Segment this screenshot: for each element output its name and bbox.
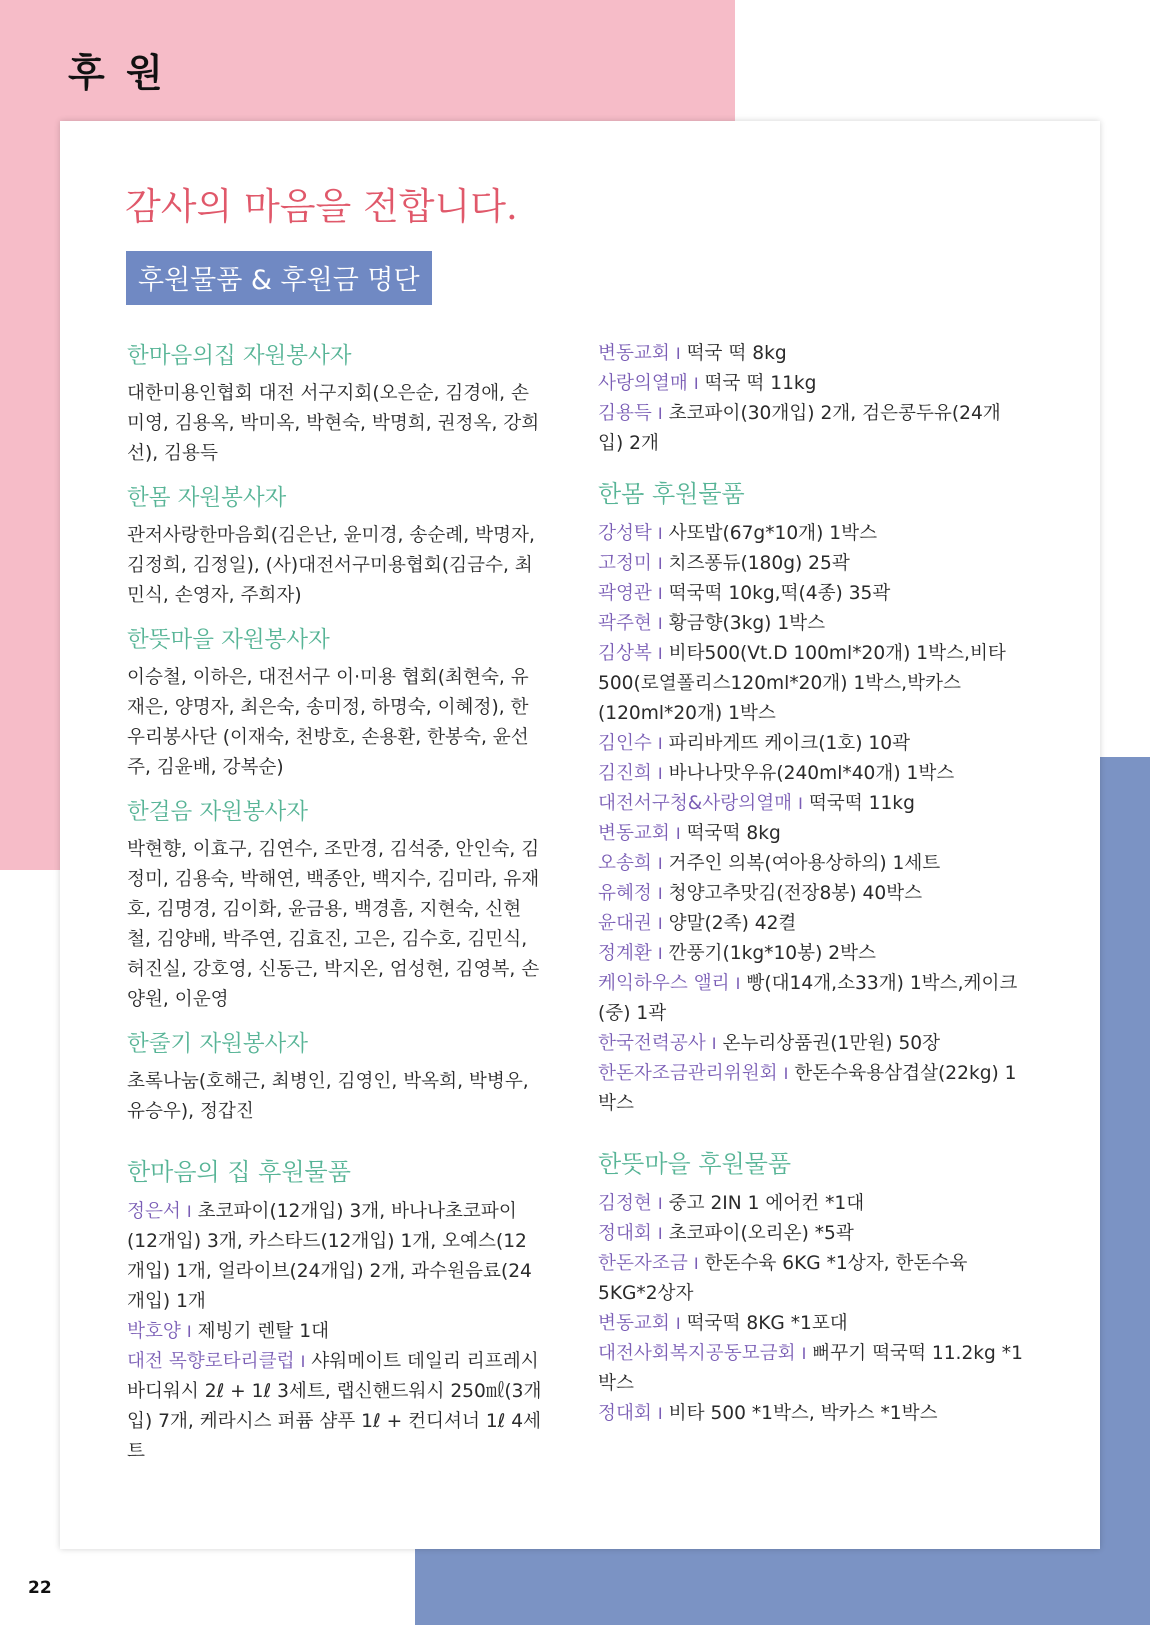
donation-item: 샤워메이트 데일리 리프레시 바디워시 2ℓ + 1ℓ 3세트, 랩신핸드워시 250㎖(3개입) 7개, 케라시스 퍼퓸 샴푸 1ℓ + 컨디셔너 1ℓ 4세트	[127, 1351, 542, 1462]
donor-entry	[598, 519, 1024, 549]
donation-item: 온누리상품권(1만원) 50장	[722, 1033, 941, 1054]
separator-mark: I	[657, 1224, 663, 1243]
donor-name: 대전사회복지공동모금회	[598, 1343, 796, 1364]
separator-mark: I	[186, 1322, 192, 1341]
donor-entry	[598, 1219, 1024, 1249]
separator-mark: I	[657, 644, 663, 663]
donor-entry	[598, 729, 1024, 759]
separator-mark: I	[657, 554, 663, 573]
separator-mark: I	[657, 854, 663, 873]
donor-entry	[598, 1029, 1024, 1059]
separator-mark: I	[798, 794, 803, 813]
volunteer-section	[127, 623, 542, 783]
donor-name: 정대회	[598, 1223, 652, 1244]
separator-mark: I	[801, 1344, 807, 1363]
donation-item: 비타500(Vt.D 100ml*20개) 1박스,비타500(로열폴리스120ml*20개) 1박스,박카스(120ml*20개) 1박스	[598, 643, 1006, 724]
section-heading: 한마음의집 자원봉사자	[127, 343, 352, 369]
donation-item: 떡국떡 11kg	[808, 793, 915, 814]
volunteer-list: 이승철, 이하은, 대전서구 이·미용 협회(최현숙, 유재은, 양명자, 최은숙, 송미정, 하명숙, 이혜정), 한우리봉사단 (이재숙, 천방호, 손용환, 한봉숙, 윤선주, 김윤배, 강복순)	[127, 667, 529, 778]
donor-name: 변동교회	[598, 823, 670, 844]
donation-item: 제빙기 렌탈 1대	[197, 1321, 330, 1342]
section-heading: 한줄기 자원봉사자	[127, 1031, 309, 1057]
left-column	[127, 339, 542, 1479]
volunteer-list: 초록나눔(호해근, 최병인, 김영인, 박옥희, 박병우, 유승우), 정갑진	[127, 1071, 529, 1122]
donor-entry	[598, 1309, 1024, 1339]
donation-item: 떡국떡 8kg	[686, 823, 781, 844]
donation-item: 떡국 떡 11kg	[704, 373, 817, 394]
donor-name: 고정미	[598, 553, 652, 574]
donor-entry	[598, 909, 1024, 939]
donor-entry	[598, 969, 1024, 1029]
donor-name: 박호양	[127, 1321, 181, 1342]
donation-item: 한돈수육 6KG *1상자, 한돈수육 5KG*2상자	[598, 1253, 968, 1304]
donor-name: 유혜정	[598, 883, 652, 904]
separator-mark: I	[300, 1352, 306, 1371]
volunteer-list: 관저사랑한마음회(김은난, 윤미경, 송순례, 박명자, 김정희, 김정일), (사)대전서구미용협회(김금수, 최민식, 손영자, 주희자)	[127, 525, 535, 606]
separator-mark: I	[693, 1254, 699, 1273]
separator-mark: I	[693, 374, 699, 393]
donor-name: 강성탁	[598, 523, 652, 544]
donor-entry	[127, 1317, 542, 1347]
donor-entry	[598, 849, 1024, 879]
donor-entry	[598, 609, 1024, 639]
donation-item: 거주인 의복(여아용상하의) 1세트	[668, 853, 941, 874]
section-heading: 한걸음 자원봉사자	[127, 799, 309, 825]
donation-item: 초코파이(오리온) *5곽	[668, 1223, 854, 1244]
separator-mark: I	[675, 344, 681, 363]
donor-entry	[127, 1347, 542, 1467]
separator-mark: I	[657, 1404, 663, 1423]
volunteer-list: 대한미용인협회 대전 서구지회(오은순, 김경애, 손미영, 김용옥, 박미옥, 박현숙, 박명희, 권정옥, 강희선), 김용득	[127, 383, 540, 464]
donor-entry	[598, 639, 1024, 729]
separator-mark: I	[657, 404, 663, 423]
donor-name: 정계환	[598, 943, 652, 964]
section-heading: 한몸 자원봉사자	[127, 485, 287, 511]
volunteer-section	[127, 795, 542, 1015]
separator-mark: I	[657, 584, 663, 603]
donor-name: 김용득	[598, 403, 652, 424]
donation-item: 파리바게뜨 케이크(1호) 10곽	[668, 733, 911, 754]
donation-item: 바나나맛우유(240ml*40개) 1박스	[668, 763, 955, 784]
donation-item: 치즈퐁듀(180g) 25곽	[668, 553, 850, 574]
donor-name: 변동교회	[598, 1313, 670, 1334]
donor-name: 대전 목향로타리클럽	[127, 1351, 295, 1372]
donor-name: 대전서구청&사랑의열매	[598, 793, 793, 814]
donor-entry	[598, 789, 1024, 819]
donor-name: 오송희	[598, 853, 652, 874]
donation-item: 떡국떡 8KG *1포대	[686, 1313, 848, 1334]
separator-mark: I	[735, 974, 741, 993]
donor-name: 케익하우스 앨리	[598, 973, 730, 994]
donor-entry	[598, 819, 1024, 849]
donation-item: 떡국떡 10kg,떡(4종) 35곽	[668, 583, 891, 604]
donor-name: 김인수	[598, 733, 652, 754]
donor-entry	[598, 369, 1024, 399]
donor-name: 한돈자조금	[598, 1253, 688, 1274]
volunteer-sections	[127, 339, 542, 1127]
content-card	[60, 121, 1100, 1549]
donor-entry	[598, 1189, 1024, 1219]
separator-mark: I	[657, 914, 663, 933]
donation-item: 초코파이(12개입) 3개, 바나나초코파이(12개입) 3개, 카스타드(12개입) 1개, 오예스(12개입) 1개, 얼라이브(24개입) 2개, 과수원음료(24개입) 1개	[127, 1201, 532, 1312]
donor-name: 곽주현	[598, 613, 652, 634]
separator-mark: I	[657, 944, 663, 963]
section-heading: 한마음의 집 후원물품	[127, 1158, 351, 1186]
right-top-entries	[598, 339, 1024, 459]
donor-name: 김정현	[598, 1193, 652, 1214]
left-donation-section	[127, 1155, 542, 1467]
donor-name: 김진희	[598, 763, 652, 784]
separator-mark: I	[783, 1064, 789, 1083]
donor-entry	[598, 399, 1024, 459]
donation-item: 초코파이(30개입) 2개, 검은콩두유(24개입) 2개	[598, 403, 1001, 454]
separator-mark: I	[657, 764, 663, 783]
donor-entry	[598, 1059, 1024, 1119]
volunteer-list: 박현향, 이효구, 김연수, 조만경, 김석중, 안인숙, 김정미, 김용숙, 박해연, 백종안, 백지수, 김미라, 유재호, 김명경, 김이화, 윤금용, 백경흠, 지현숙, 신현철, 김양배, 박주연, 김효진, 고은, 김수호, 김민식, 허진실, 강호영, 신동근, 박지온, 엄성현, 김영복, 손양원, 이운영	[127, 839, 540, 1010]
section-heading: 한뜻마을 자원봉사자	[127, 627, 330, 653]
donation-item: 떡국 떡 8kg	[686, 343, 787, 364]
donor-entry	[598, 1339, 1024, 1399]
donor-entry	[598, 1399, 1024, 1429]
donation-item: 중고 2IN 1 에어컨 *1대	[668, 1193, 865, 1214]
donation-item: 비타 500 *1박스, 박카스 *1박스	[668, 1403, 938, 1424]
donation-item: 깐풍기(1kg*10봉) 2박스	[668, 943, 876, 964]
donation-section	[598, 477, 1024, 1119]
donor-entry	[127, 1197, 542, 1317]
subtitle-badge: 후원물품 & 후원금 명단	[126, 251, 432, 305]
volunteer-section	[127, 481, 542, 611]
donor-entry	[598, 549, 1024, 579]
donor-name: 곽영관	[598, 583, 652, 604]
separator-mark: I	[657, 1194, 663, 1213]
donor-entry	[598, 939, 1024, 969]
donor-entry	[598, 759, 1024, 789]
donation-item: 뻐꾸기 떡국떡 11.2kg *1박스	[598, 1343, 1023, 1394]
separator-mark: I	[675, 824, 681, 843]
donor-name: 변동교회	[598, 343, 670, 364]
page-title: 감사의 마음을 전합니다.	[125, 185, 518, 228]
donation-section	[598, 1147, 1024, 1429]
donation-item: 황금향(3kg) 1박스	[668, 613, 826, 634]
volunteer-section	[127, 339, 542, 469]
donor-name: 정대회	[598, 1403, 652, 1424]
donation-item: 한돈수육용삼겹살(22kg) 1박스	[598, 1063, 1017, 1114]
separator-mark: I	[657, 524, 663, 543]
donor-entry	[598, 579, 1024, 609]
right-donation-sections	[598, 477, 1024, 1429]
donor-name: 정은서	[127, 1201, 181, 1222]
donor-entry	[598, 1249, 1024, 1309]
donor-name: 한국전력공사	[598, 1033, 706, 1054]
donor-entry	[598, 339, 1024, 369]
separator-mark: I	[675, 1314, 681, 1333]
donor-name: 한돈자조금관리위원회	[598, 1063, 778, 1084]
section-heading: 한뜻마을 후원물품	[598, 1150, 792, 1178]
donation-item: 빵(대14개,소33개) 1박스,케이크(중) 1곽	[598, 973, 1018, 1024]
donor-name: 윤대권	[598, 913, 652, 934]
separator-mark: I	[657, 884, 663, 903]
donation-item: 사또밥(67g*10개) 1박스	[668, 523, 878, 544]
separator-mark: I	[657, 614, 663, 633]
page-number: 22	[28, 1578, 52, 1598]
separator-mark: I	[657, 734, 663, 753]
volunteer-section	[127, 1027, 542, 1127]
separator-mark: I	[186, 1202, 192, 1221]
right-column	[598, 339, 1024, 1441]
separator-mark: I	[711, 1034, 717, 1053]
donation-item: 청양고추맛김(전장8봉) 40박스	[668, 883, 923, 904]
donor-name: 사랑의열매	[598, 373, 688, 394]
donation-item: 양말(2족) 42켤	[668, 913, 797, 934]
page-header: 후 원	[68, 51, 167, 95]
section-heading: 한몸 후원물품	[598, 480, 745, 508]
donor-entry	[598, 879, 1024, 909]
donor-name: 김상복	[598, 643, 652, 664]
